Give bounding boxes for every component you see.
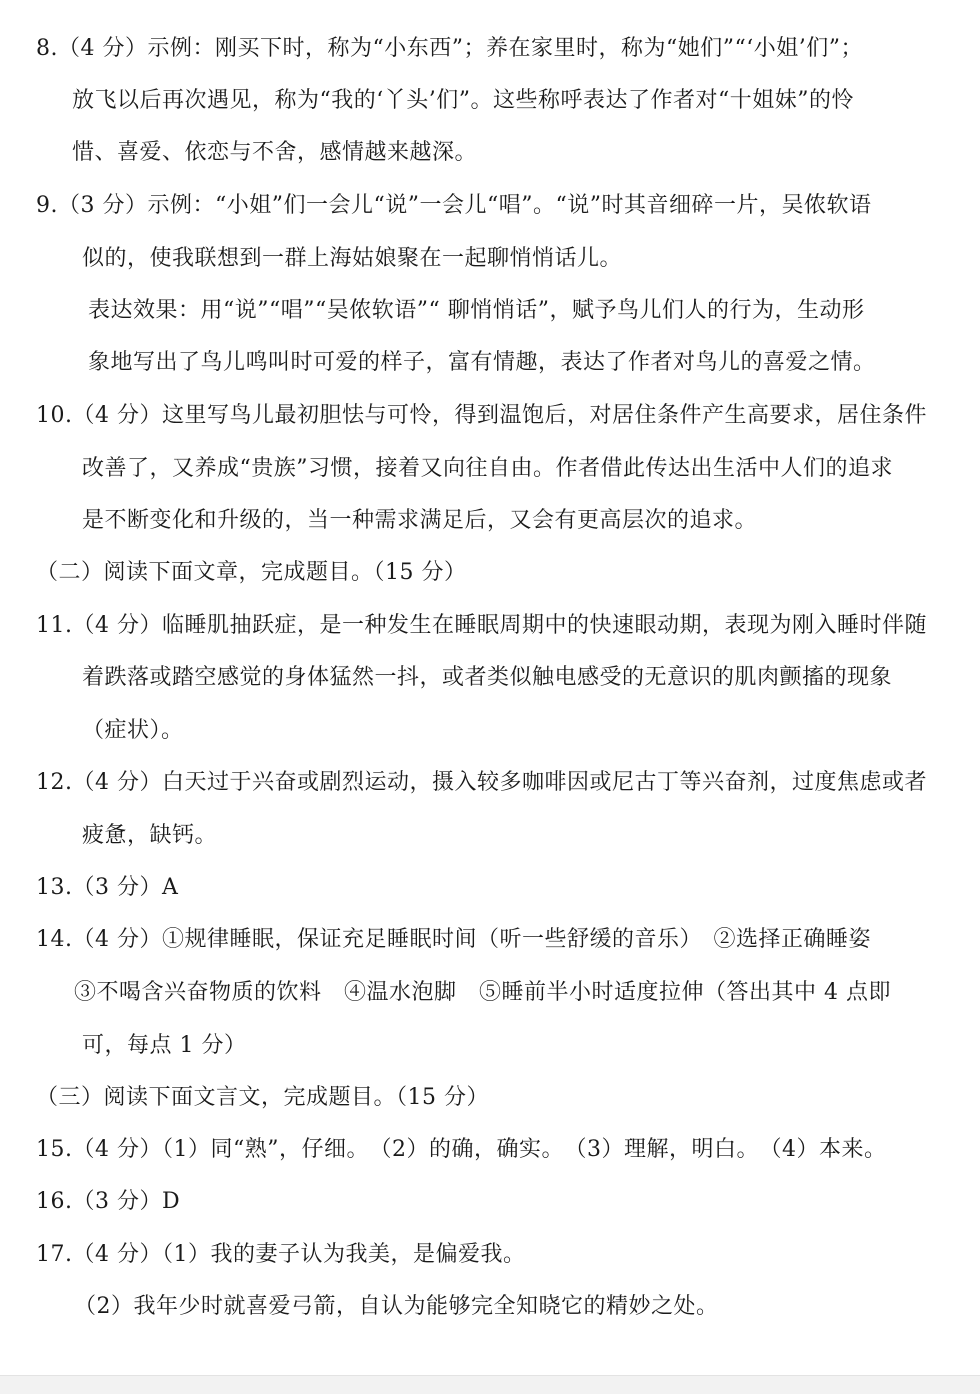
answer-17-line-2: （2）我年少时就喜爱弓箭，自认为能够完全知晓它的精妙之处。 [74, 1294, 719, 1319]
section-3-heading: （三）阅读下面文言文，完成题目。（15 分） [36, 1085, 489, 1110]
answer-9-line-2: 似的，使我联想到一群上海姑娘聚在一起聊悄悄话儿。 [82, 246, 623, 271]
answer-11-line-2: 着跌落或踏空感觉的身体猛然一抖，或者类似触电感受的无意识的肌肉颤搐的现象 [82, 665, 893, 690]
answer-12-line-2: 疲惫，缺钙。 [82, 823, 218, 848]
answer-8-line-2: 放飞以后再次遇见，称为“我的‘丫头’们”。这些称呼表达了作者对“十姐妹”的怜 [72, 88, 854, 113]
answer-8-line-1: 8.（4 分）示例：刚买下时，称为“小东西”；养在家里时，称为“她们”“‘小姐’们”； [36, 36, 863, 61]
answer-9-effect-line-2: 象地写出了鸟儿鸣叫时可爱的样子，富有情趣，表达了作者对鸟儿的喜爱之情。 [88, 350, 876, 375]
answer-15: 15.（4 分）（1）同“熟”，仔细。 （2）的确，确实。 （3）理解，明白。 （4）本来。 [36, 1137, 887, 1162]
answer-14-line-2: ③不喝含兴奋物质的饮料 ④温水泡脚 ⑤睡前半小时适度拉伸（答出其中 4 点即 [74, 980, 891, 1005]
answer-13: 13.（3 分）A [36, 875, 179, 900]
answer-9-effect-line-1: 表达效果：用“说”“唱”“吴侬软语”“ 聊悄悄话”，赋予鸟儿们人的行为，生动形 [88, 298, 865, 323]
answer-14-line-3: 可，每点 1 分） [82, 1033, 247, 1058]
answer-11-line-3: （症状）。 [82, 718, 184, 743]
answer-10-line-1: 10.（4 分）这里写鸟儿最初胆怯与可怜，得到温饱后，对居住条件产生高要求，居住条件 [36, 403, 927, 428]
answer-10-line-3: 是不断变化和升级的，当一种需求满足后，又会有更高层次的追求。 [82, 508, 758, 533]
page-bottom-edge [0, 1375, 980, 1394]
answer-16: 16.（3 分）D [36, 1189, 181, 1214]
answer-14-line-1: 14.（4 分）①规律睡眠，保证充足睡眠时间（听一些舒缓的音乐） ②选择正确睡姿 [36, 927, 871, 952]
section-2-heading: （二）阅读下面文章，完成题目。（15 分） [36, 560, 467, 585]
answer-12-line-1: 12.（4 分）白天过于兴奋或剧烈运动，摄入较多咖啡因或尼古丁等兴奋剂，过度焦虑或者 [36, 770, 927, 795]
answer-17-line-1: 17.（4 分）（1）我的妻子认为我美，是偏爱我。 [36, 1242, 526, 1267]
answer-8-line-3: 惜、喜爱、依恋与不舍，感情越来越深。 [72, 140, 478, 165]
answer-11-line-1: 11.（4 分）临睡肌抽跃症，是一种发生在睡眠周期中的快速眼动期，表现为刚入睡时伴随 [36, 613, 927, 638]
answer-9-line-1: 9.（3 分）示例：“小姐”们一会儿“说”一会儿“唱”。“说”时其音细碎一片，吴侬软语 [36, 193, 872, 218]
answer-10-line-2: 改善了，又养成“贵族”习惯，接着又向往自由。作者借此传达出生活中人们的追求 [82, 456, 893, 481]
